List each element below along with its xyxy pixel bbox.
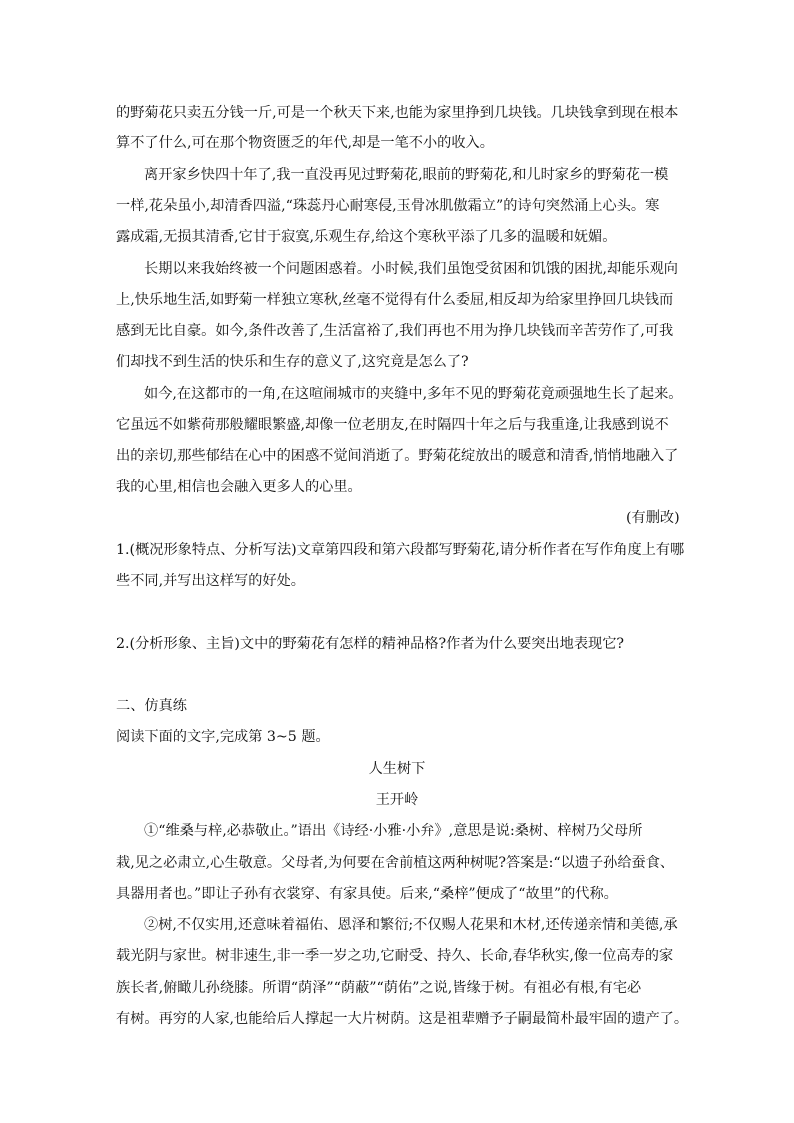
article-line: 载光阴与家世。树非速生,非一季一岁之功,它耐受、持久、长命,春华秋实,像一位高寿的家 [116,948,674,964]
article-line: 具器用者也。”即让子孙有衣裳穿、有家具使。后来,“桑梓”便成了“故里”的代称。 [116,886,618,902]
article-line: ①“维桑与梓,必恭敬止。”语出《诗经·小雅·小弁》,意思是说:桑树、梓树乃父母所 [144,823,643,839]
section-heading: 二、仿真练 [116,698,187,714]
article-line: 长期以来我始终被一个问题困惑着。小时候,我们虽饱受贫困和饥饿的困扰,却能乐观向 [144,261,678,277]
section-instruction: 阅读下面的文字,完成第 3~5 题。 [116,729,330,745]
article-line: 族长者,俯瞰儿孙绕膝。所谓“荫泽”“荫蔽”“荫佑”之说,皆缘于树。有祖必有根,有宅必 [116,980,642,996]
article-line: 它虽远不如紫荷那般耀眼繁盛,却像一位老朋友,在时隔四十年之后与我重逢,让我感到说不 [116,417,669,433]
question-1-cont: 些不同,并写出这样写的好处。 [116,573,305,589]
article-line: 感到无比自豪。如今,条件改善了,生活富裕了,我们再也不用为挣几块钱而辛苦劳作了,可我 [116,323,674,339]
article-line: 我的心里,相信也会融入更多人的心里。 [116,479,362,495]
revision-note: (有删改) [626,510,680,526]
article-line: 有树。再穷的人家,也能给后人撑起一大片树荫。这是祖辈赠予子嗣最简朴最牢固的遗产了。 [116,1011,689,1027]
article-line: 如今,在这都市的一角,在这喧闹城市的夹缝中,多年不见的野菊花竟顽强地生长了起来。 [144,386,683,402]
article-line: 们却找不到生活的快乐和生存的意义了,这究竟是怎么了? [116,354,469,370]
article-title: 人生树下 [368,761,426,777]
article-line: 露成霜,无损其清香,它甘于寂寞,乐观生存,给这个寒秋平添了几多的温暖和妩媚。 [116,229,617,245]
question-2: 2.(分析形象、主旨)文中的野菊花有怎样的精神品格?作者为什么要突出地表现它? [116,636,625,652]
article-line: 一样,花朵虽小,却清香四溢,“珠蕊丹心耐寒侵,玉骨冰肌傲霜立”的诗句突然涌上心头。寒 [116,198,660,214]
article-line: 的野菊花只卖五分钱一斤,可是一个秋天下来,也能为家里挣到几块钱。几块钱拿到现在根本 [116,105,679,121]
article-line: 上,快乐地生活,如野菊一样独立寒秋,丝毫不觉得有什么委屈,相反却为给家里挣回几块钱而 [116,292,674,308]
question-1: 1.(概况形象特点、分析写法)文章第四段和第六段都写野菊花,请分析作者在写作角度上有哪 [116,542,685,558]
article-line: 出的亲切,那些郁结在心中的困惑不觉间消逝了。野菊花绽放出的暖意和清香,悄悄地融入了 [116,448,679,464]
article-line: 算不了什么,可在那个物资匮乏的年代,却是一笔不小的收入。 [116,135,494,151]
article-line: ②树,不仅实用,还意味着福佑、恩泽和繁衍;不仅赐人花果和木材,还传递亲情和美德,承 [144,917,678,933]
article-line: 栽,见之必肃立,心生敬意。父母者,为何要在舍前植这两种树呢?答案是:“以遗子孙给蚕食、 [116,855,675,871]
article-line: 离开家乡快四十年了,我一直没再见过野菊花,眼前的野菊花,和儿时家乡的野菊花一模 [144,167,669,183]
article-author: 王开岭 [375,792,419,808]
